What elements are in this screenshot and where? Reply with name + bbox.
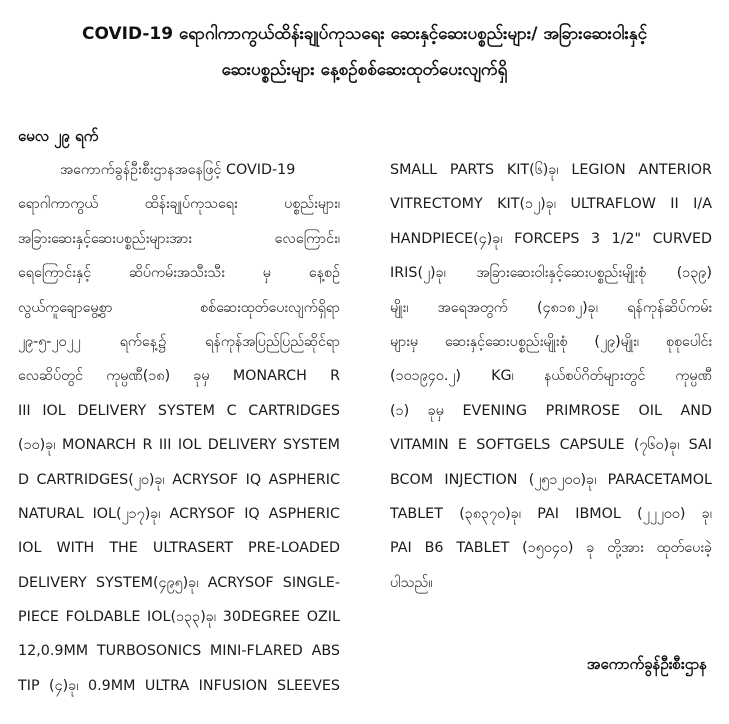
body-line: ပါသည်။ xyxy=(390,574,433,591)
body-line: IRIS(၂)ခု၊ အခြားဆေးဝါးနှင့်ဆေးပစ္စည်းမျိုးစုံ (၁၃၉) xyxy=(390,265,712,282)
body-line: အခြားဆေးနှင့်ဆေးပစ္စည်းများအား လေကြောင်း၊ xyxy=(18,230,340,247)
body-line: TABLET (၃၈၃၇၀)ခု၊ PAI IBMOL (၂၂၂၀၀) ခု၊ xyxy=(390,505,712,522)
body-line: VITRECTOMY KIT(၁၂)ခု၊ ULTRAFLOW II I/A xyxy=(390,196,712,213)
body-line: SMALL PARTS KIT(၆)ခု၊ LEGION ANTERIOR xyxy=(390,162,712,178)
headline-line-2: ဆေးပစ္စည်းများ နေ့စဉ်စစ်ဆေးထုတ်ပေးလျက်ရှိ xyxy=(221,60,508,80)
body-line: ၂၉-၅-၂၀၂၂ ရက်နေ့၌ ရန်ကုန်အပြည်ပြည်ဆိုင်ရာ xyxy=(18,333,340,350)
body-line: VITAMIN E SOFTGELS CAPSULE (၇၆၀)ခု၊ SAI xyxy=(390,437,712,454)
body-line: PAI B6 TABLET (၁၅၀၄၀) ခု တို့အား ထုတ်ပေးခဲ့ xyxy=(390,540,712,557)
headline-line-1: COVID-19 ရောဂါကာကွယ်ထိန်းချုပ်ကုသရေး ဆေးနှင့်ဆေးပစ္စည်းများ/ အခြားဆေးဝါးနှင့် xyxy=(82,24,647,44)
dateline: မေလ ၂၉ ရက် xyxy=(18,127,99,145)
body-line: ရေကြောင်းနှင့် ဆိပ်ကမ်းအသီးသီး မှ နေ့စဉ် xyxy=(18,265,340,282)
body-line: လွယ်ကူချောမွေ့စွာ စစ်ဆေးထုတ်ပေးလျက်ရှိရာ xyxy=(18,299,340,316)
body-line: များမှ ဆေးနှင့်ဆေးပစ္စည်းမျိုးစုံ (၂၉)မျိုး၊ စုစုပေါင်း xyxy=(390,333,712,350)
body-line: 12,0.9MM TURBOSONICS MINI-FLARED ABS xyxy=(18,643,340,660)
body-line: HANDPIECE(၄)ခု၊ FORCEPS 3 1/2" CURVED xyxy=(390,230,712,247)
body-line: DELIVERY SYSTEM(၄၉၅)ခု၊ ACRYSOF SINGLE- xyxy=(18,574,340,591)
body-line: BCOM INJECTION (၂၅၁၂၀၀)ခု၊ PARACETAMOL xyxy=(390,471,712,488)
body-line: D CARTRIDGES(၂၀)ခု၊ ACRYSOF IQ ASPHERIC xyxy=(18,471,340,488)
body-line: (၁၀၁၉၄၀.၂) KG၊ နယ်စပ်ဂိတ်များတွင် ကုမ္ပဏီ xyxy=(390,368,712,385)
body-line: (၁၀)ခု၊ MONARCH R III IOL DELIVERY SYSTEM xyxy=(18,437,340,454)
body-line: မျိုး၊ အရေအတွက် (၄၈၁၈၂)ခု၊ ရန်ကုန်ဆိပ်ကမ်း xyxy=(390,299,712,316)
body-line: IOL WITH THE ULTRASERT PRE-LOADED xyxy=(18,540,340,557)
body-line: PIECE FOLDABLE IOL(၁၃၃)ခု၊ 30DEGREE OZIL xyxy=(18,609,340,626)
body-line: အကောက်ခွန်ဦးစီးဌာနအနေဖြင့် COVID-19 xyxy=(60,162,296,178)
body-line: လေဆိပ်တွင် ကုမ္ပဏီ(၁၈) ခုမှ MONARCH R xyxy=(18,368,340,385)
body-line: III IOL DELIVERY SYSTEM C CARTRIDGES xyxy=(18,402,340,419)
article-body-right-column xyxy=(390,153,712,600)
signature: အကောက်ခွန်ဦးစီးဌာန xyxy=(586,655,707,673)
body-line: TIP (၄)ခု၊ 0.9MM ULTRA INFUSION SLEEVES xyxy=(18,677,340,694)
body-line: (၁) ခုမှ EVENING PRIMROSE OIL AND xyxy=(390,402,712,419)
body-line: ရောဂါကာကွယ် ထိန်းချုပ်ကုသရေး ပစ္စည်းများ၊ xyxy=(18,196,340,213)
article-body-left-column xyxy=(18,153,340,703)
body-line: NATURAL IOL(၂၁၇)ခု၊ ACRYSOF IQ ASPHERIC xyxy=(18,505,340,522)
